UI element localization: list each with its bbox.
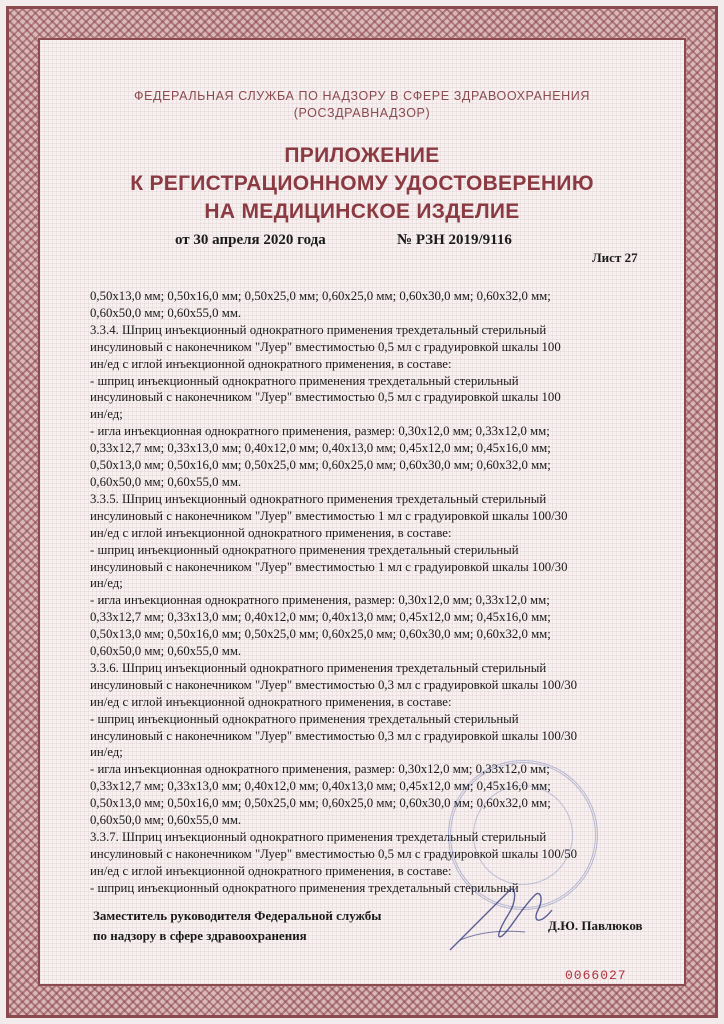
- body-line: 3.3.6. Шприц инъекционный однократного применения трехдетальный стерильный: [90, 660, 547, 675]
- body-line: ин/ед с иглой инъекционной однократного применения, в составе:: [90, 525, 452, 540]
- body-line: ин/ед;: [90, 576, 123, 591]
- form-serial-number: 0066027: [565, 968, 627, 983]
- title-line-1: ПРИЛОЖЕНИЕ: [284, 144, 440, 167]
- body-line: - шприц инъекционный однократного применения трехдетальный стерильный: [90, 711, 519, 726]
- body-line: инсулиновый с наконечником "Луер" вместимостью 1 мл с градуировкой шкалы 100/30: [90, 508, 568, 523]
- body-line: - игла инъекционная однократного применения, размер: 0,30x12,0 мм; 0,33x12,0 мм;: [90, 593, 550, 608]
- title-line-3: НА МЕДИЦИНСКОЕ ИЗДЕЛИЕ: [204, 200, 520, 223]
- body-line: 0,60x50,0 мм; 0,60x55,0 мм.: [90, 644, 242, 659]
- body-line: 0,50x13,0 мм; 0,50x16,0 мм; 0,50x25,0 мм; 0,60x25,0 мм; 0,60x30,0 мм; 0,60x32,0 мм;: [90, 289, 551, 303]
- document-title: [0, 142, 724, 226]
- body-line: - шприц инъекционный однократного применения трехдетальный стерильный: [90, 880, 519, 895]
- body-line: 0,50x13,0 мм; 0,50x16,0 мм; 0,50x25,0 мм; 0,60x25,0 мм; 0,60x30,0 мм; 0,60x32,0 мм;: [90, 627, 551, 642]
- body-line: 3.3.5. Шприц инъекционный однократного применения трехдетальный стерильный: [90, 491, 547, 506]
- signer-name: Д.Ю. Павлюков: [548, 918, 643, 933]
- body-line: 0,60x50,0 мм; 0,60x55,0 мм.: [90, 813, 242, 828]
- body-line: инсулиновый с наконечником "Луер" вместимостью 0,5 мл с градуировкой шкалы 100: [90, 339, 561, 354]
- body-line: 0,33x12,7 мм; 0,33x13,0 мм; 0,40x12,0 мм; 0,40x13,0 мм; 0,45x12,0 мм; 0,45x16,0 мм;: [90, 441, 551, 456]
- body-line: 0,50x13,0 мм; 0,50x16,0 мм; 0,50x25,0 мм; 0,60x25,0 мм; 0,60x30,0 мм; 0,60x32,0 мм;: [90, 796, 551, 811]
- body-line: - игла инъекционная однократного применения, размер: 0,30x12,0 мм; 0,33x12,0 мм;: [90, 424, 550, 439]
- body-line: инсулиновый с наконечником "Луер" вместимостью 0,5 мл с градуировкой шкалы 100: [90, 390, 561, 405]
- body-line: ин/ед;: [90, 745, 123, 760]
- body-line: 0,50x13,0 мм; 0,50x16,0 мм; 0,50x25,0 мм; 0,60x25,0 мм; 0,60x30,0 мм; 0,60x32,0 мм;: [90, 458, 551, 473]
- body-line: 3.3.4. Шприц инъекционный однократного применения трехдетальный стерильный: [90, 322, 547, 337]
- body-line: 0,60x50,0 мм; 0,60x55,0 мм.: [90, 474, 242, 489]
- agency-header: [0, 88, 724, 122]
- body-line: - шприц инъекционный однократного применения трехдетальный стерильный: [90, 373, 519, 388]
- issue-date: от 30 апреля 2020 года: [175, 232, 326, 248]
- body-line: инсулиновый с наконечником "Луер" вместимостью 0,5 мл с градуировкой шкалы 100/50: [90, 846, 578, 861]
- body-line: ин/ед с иглой инъекционной однократного применения, в составе:: [90, 694, 452, 709]
- signer-position-line-2: по надзору в сфере здравоохранения: [93, 928, 307, 943]
- agency-abbreviation: (РОСЗДРАВНАДЗОР): [293, 106, 431, 120]
- body-line: ин/ед;: [90, 407, 123, 422]
- body-line: инсулиновый с наконечником "Луер" вместимостью 0,3 мл с градуировкой шкалы 100/30: [90, 677, 578, 692]
- signer-position-line-1: Заместитель руководителя Федеральной службы: [93, 908, 382, 923]
- agency-name: ФЕДЕРАЛЬНАЯ СЛУЖБА ПО НАДЗОРУ В СФЕРЕ ЗДРАВООХРАНЕНИЯ: [134, 89, 590, 103]
- body-line: - шприц инъекционный однократного применения трехдетальный стерильный: [90, 542, 519, 557]
- body-line: инсулиновый с наконечником "Луер" вместимостью 1 мл с градуировкой шкалы 100/30: [90, 559, 568, 574]
- body-line: ин/ед с иглой инъекционной однократного применения, в составе:: [90, 356, 452, 371]
- body-line: инсулиновый с наконечником "Луер" вместимостью 0,3 мл с градуировкой шкалы 100/30: [90, 728, 578, 743]
- body-line: 0,33x12,7 мм; 0,33x13,0 мм; 0,40x12,0 мм; 0,40x13,0 мм; 0,45x12,0 мм; 0,45x16,0 мм;: [90, 779, 551, 794]
- body-line: 3.3.7. Шприц инъекционный однократного применения трехдетальный стерильный: [90, 830, 547, 844]
- registration-number: № РЗН 2019/9116: [397, 232, 512, 248]
- body-line: 0,60x50,0 мм; 0,60x55,0 мм.: [90, 305, 242, 320]
- sheet-number: Лист 27: [592, 250, 638, 265]
- body-line: 0,33x12,7 мм; 0,33x13,0 мм; 0,40x12,0 мм; 0,40x13,0 мм; 0,45x12,0 мм; 0,45x16,0 мм;: [90, 610, 551, 625]
- body-line: ин/ед с иглой инъекционной однократного применения, в составе:: [90, 863, 452, 878]
- signer-position: [93, 906, 381, 946]
- title-line-2: К РЕГИСТРАЦИОННОМУ УДОСТОВЕРЕНИЮ: [130, 172, 594, 195]
- handwritten-signature: [440, 870, 560, 960]
- body-line: - игла инъекционная однократного применения, размер: 0,30x12,0 мм; 0,33x12,0 мм;: [90, 762, 550, 777]
